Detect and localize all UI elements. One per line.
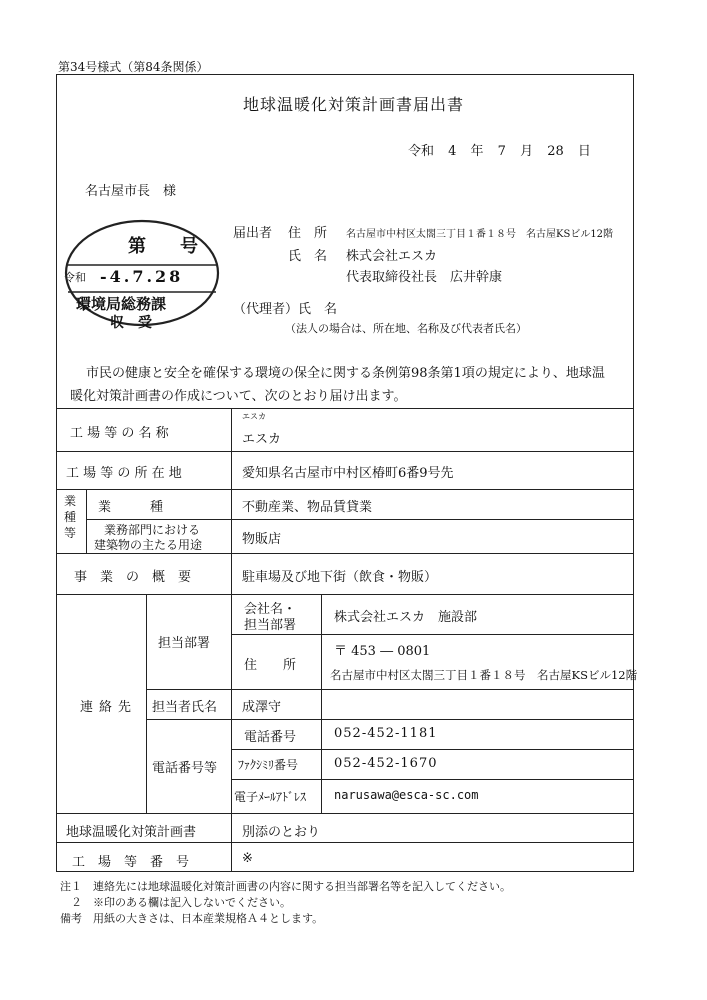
industry: 不動産業、物品賃貸業	[242, 500, 373, 515]
agent-label: （代理者）氏 名	[233, 302, 338, 317]
corporation-note: （法人の場合は、所在地、名称及び代表者氏名）	[285, 322, 527, 335]
row-line	[86, 519, 634, 520]
applicant-company: 株式会社エスカ	[346, 249, 438, 264]
phone-group-label: 電話番号等	[152, 761, 218, 776]
applicant-label: 届出者	[233, 226, 273, 241]
applicant-address: 名古屋市中村区太閤三丁目１番１８号 名古屋KSビル12階	[346, 229, 614, 240]
facility-name-kana: エスカ	[242, 412, 266, 421]
note-1: 注１ 連絡先には地球温暖化対策計画書の内容に関する担当部署名等を記入してください。	[60, 880, 511, 893]
stamp-received: 収 受	[110, 315, 152, 331]
row-line	[146, 719, 634, 720]
col-line	[321, 594, 322, 813]
building-use: 物販店	[242, 532, 282, 547]
note-2: ２ ※印のある欄は記入しないでください。	[60, 896, 291, 909]
stamp-era: 令和	[64, 271, 86, 284]
industry-group-label: 業種等	[64, 494, 77, 540]
email-label: 電子ﾒｰﾙｱﾄﾞﾚｽ	[234, 790, 307, 804]
fax-label: ﾌｧｸｼﾐﾘ番号	[238, 758, 299, 772]
row-line	[56, 594, 634, 595]
company-department: 株式会社エスカ 施設部	[334, 610, 478, 625]
addressee: 名古屋市長 様	[85, 184, 177, 199]
email-address: narusawa@esca-sc.com	[334, 788, 479, 802]
row-line	[232, 779, 634, 780]
col-line	[231, 408, 232, 872]
facility-location-label: 工 場 等 の 所 在 地	[66, 466, 182, 481]
building-use-label-2: 建築物の主たる用途	[94, 538, 203, 552]
facility-number-label: 工 場 等 番 号	[72, 855, 190, 870]
row-line	[56, 842, 634, 843]
row-line	[56, 489, 634, 490]
plan-label: 地球温暖化対策計画書	[66, 825, 197, 840]
name-label: 氏 名	[288, 249, 328, 264]
form-number: 第34号様式（第84条関係）	[58, 60, 209, 74]
facility-name: エスカ	[242, 432, 282, 447]
stamp-date: -4.7.28	[100, 267, 184, 286]
row-line	[146, 689, 634, 690]
phone-number: 052-452-1181	[334, 726, 438, 741]
facility-number: ※	[242, 851, 253, 866]
stamp-dai: 第	[128, 236, 146, 257]
company-dept-label-2: 担当部署	[244, 618, 297, 633]
phone-label: 電話番号	[244, 730, 297, 745]
contact-address: 名古屋市中村区太閤三丁目１番１８号 名古屋KSビル12階	[330, 668, 638, 682]
stamp-department: 環境局総務課	[76, 295, 167, 313]
note-3: 備考 用紙の大きさは、日本産業規格Ａ４とします。	[60, 912, 324, 925]
body-line-1: 市民の健康と安全を確保する環境の保全に関する条例第98条第1項の規定により、地球温	[86, 366, 605, 381]
address-label: 住 所	[288, 226, 328, 241]
document-title: 地球温暖化対策計画書届出書	[242, 95, 464, 114]
contact-person: 成澤守	[242, 700, 282, 715]
row-line	[56, 553, 634, 554]
col-line	[86, 489, 87, 553]
postal-code: 〒 453 ― 0801	[334, 644, 431, 659]
table-top-line	[56, 408, 634, 409]
stamp-go: 号	[180, 236, 198, 257]
row-line	[232, 749, 634, 750]
business-overview: 駐車場及び地下街（飲食・物販）	[242, 570, 438, 585]
contact-label: 連絡先	[80, 700, 138, 715]
building-use-label-1: 業務部門における	[104, 523, 201, 537]
row-line	[232, 634, 634, 635]
body-line-2: 暖化対策計画書の作成について、次のとおり届け出ます。	[70, 389, 407, 404]
business-overview-label: 事 業 の 概 要	[74, 570, 192, 585]
row-line	[56, 813, 634, 814]
submission-date: 令和 4 年 7 月 28 日	[408, 144, 591, 159]
contact-address-label: 住 所	[244, 658, 297, 673]
reception-stamp	[62, 218, 222, 331]
department-label: 担当部署	[158, 636, 211, 651]
plan-value: 別添のとおり	[242, 825, 321, 840]
person-label: 担当者氏名	[152, 700, 218, 715]
industry-label: 業 種	[98, 500, 164, 515]
fax-number: 052-452-1670	[334, 756, 438, 771]
company-dept-label-1: 会社名・	[244, 602, 297, 617]
row-line	[56, 451, 634, 452]
col-line	[146, 594, 147, 813]
applicant-representative: 代表取締役社長 広井幹康	[346, 270, 503, 285]
facility-name-label: 工 場 等 の 名 称	[70, 426, 169, 441]
facility-location: 愛知県名古屋市中村区椿町6番9号先	[242, 466, 454, 481]
